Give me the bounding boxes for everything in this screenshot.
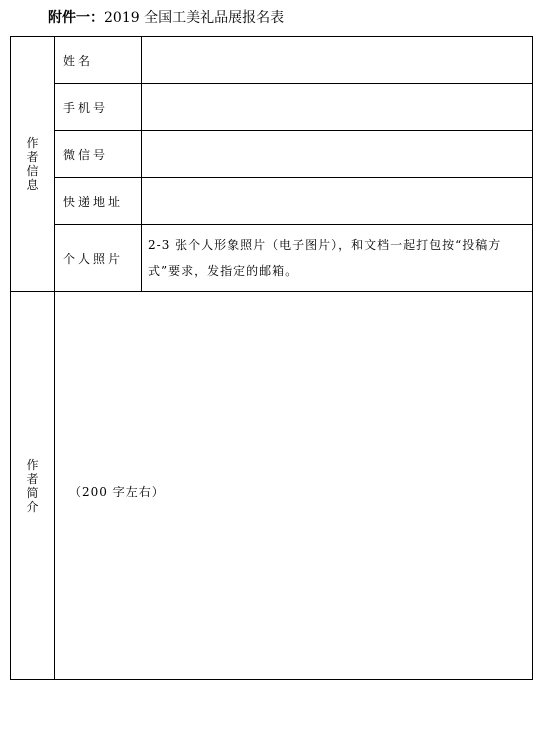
author-info-label-text: 作者信息 <box>26 136 39 192</box>
author-bio-section-label <box>11 292 55 680</box>
wechat-field[interactable] <box>142 131 533 178</box>
phone-label: 手机号 <box>55 84 142 131</box>
name-label: 姓名 <box>55 37 142 84</box>
wechat-label: 微信号 <box>55 131 142 178</box>
address-field[interactable] <box>142 178 533 225</box>
phone-field[interactable] <box>142 84 533 131</box>
row-address <box>11 178 533 225</box>
author-bio-label-text: 作者简介 <box>26 457 39 514</box>
row-photo <box>11 225 533 292</box>
row-wechat <box>11 131 533 178</box>
photo-instructions: 2-3 张个人形象照片（电子图片），和文档一起打包按“投稿方式”要求，发指定的邮箱。 <box>142 225 533 292</box>
bio-field[interactable] <box>55 292 533 680</box>
row-bio <box>11 292 533 680</box>
attachment-prefix: 附件一： <box>48 10 104 26</box>
photo-label: 个人照片 <box>55 225 142 292</box>
row-phone <box>11 84 533 131</box>
bio-length-hint: （200 字左右） <box>69 485 165 499</box>
form-title <box>48 8 284 28</box>
name-field[interactable] <box>142 37 533 84</box>
author-info-section-label <box>11 37 55 292</box>
row-name <box>11 37 533 84</box>
address-label: 快递地址 <box>55 178 142 225</box>
registration-form-table <box>10 36 533 680</box>
form-title-text: 2019 全国工美礼品展报名表 <box>104 10 285 26</box>
